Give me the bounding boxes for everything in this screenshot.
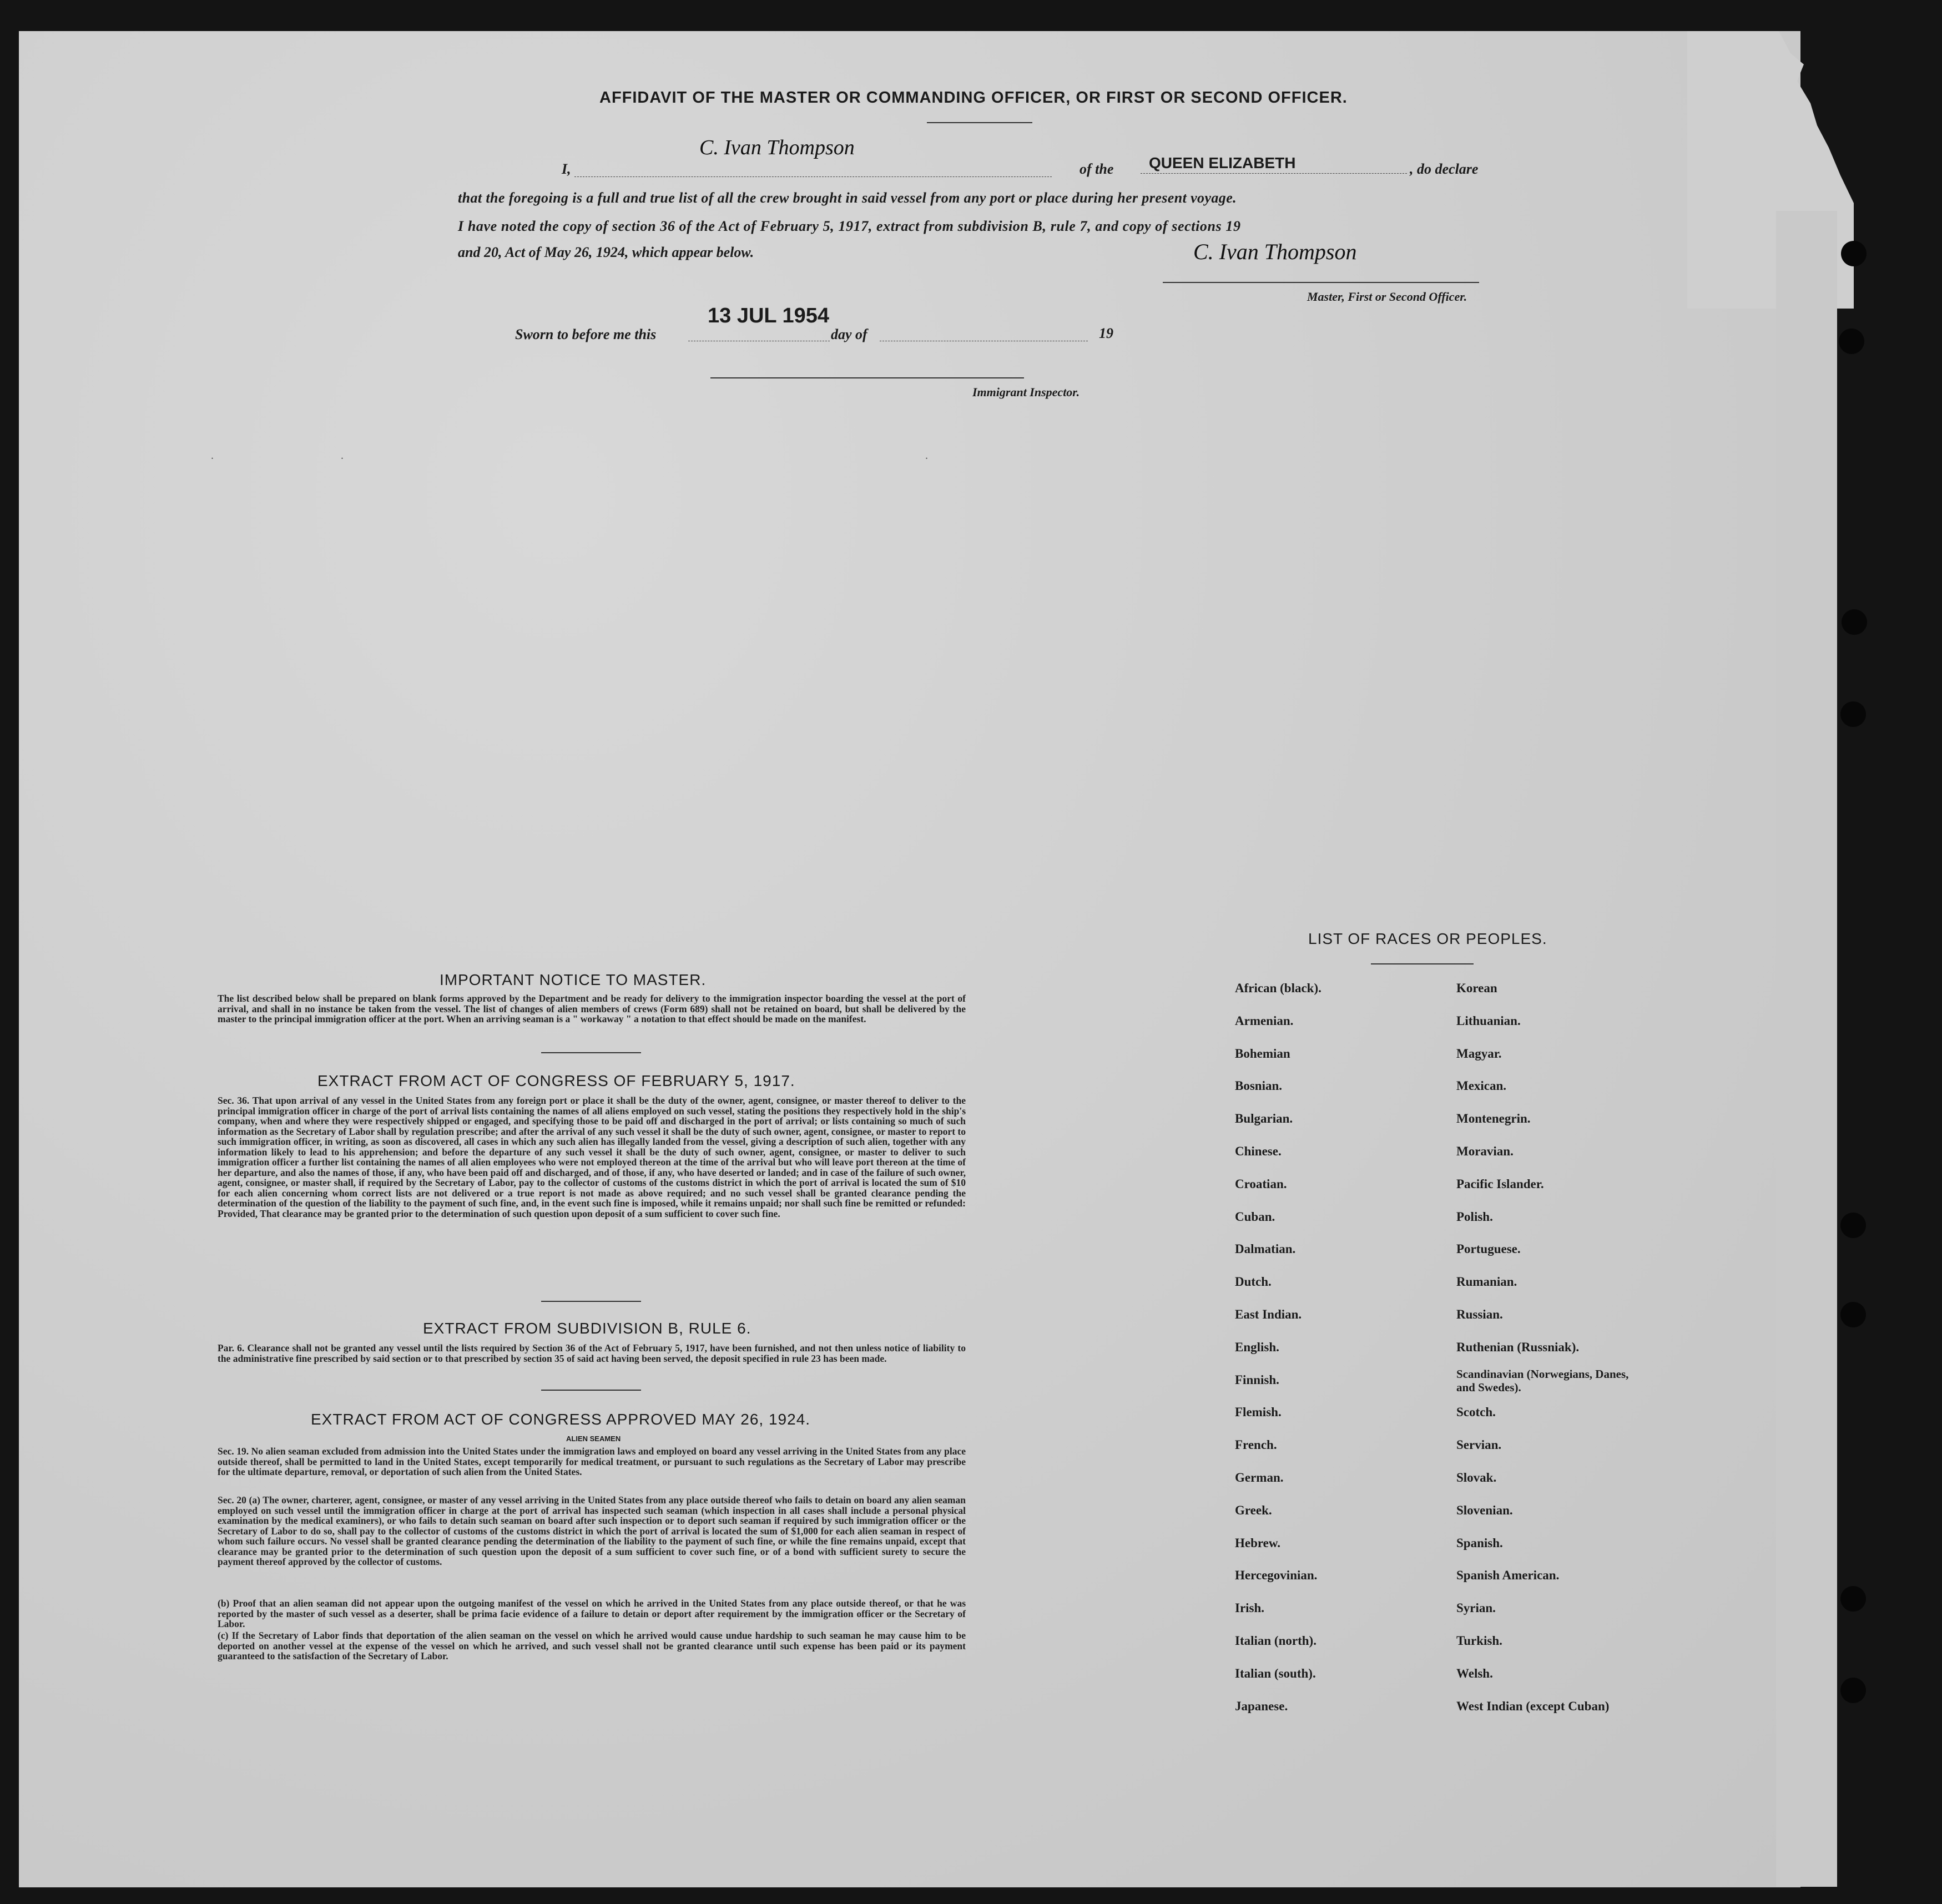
race-item: Ruthenian (Russniak). (1456, 1340, 1580, 1354)
binder-hole (1840, 701, 1866, 727)
affidavit-heading: AFFIDAVIT OF THE MASTER OR COMMANDING OFFICER, OR FIRST OR SECOND OFFICER. (599, 89, 1348, 107)
race-item: Montenegrin. (1456, 1112, 1531, 1126)
extract-1917-heading: EXTRACT FROM ACT OF CONGRESS OF FEBRUARY 5, 1917. (317, 1072, 795, 1089)
race-item: Greek. (1235, 1503, 1272, 1517)
races-heading: LIST OF RACES OR PEOPLES. (1308, 930, 1547, 947)
sworn-label: Sworn to before me this (515, 326, 657, 342)
race-item: Italian (north). (1235, 1634, 1316, 1648)
race-item: Moravian. (1456, 1144, 1514, 1158)
sec19-text: Sec. 19. No alien seaman excluded from admission into the United States under the immigration laws and employed on board any vessel arriving in the United States from any place outside thereof, shall be permitted to land in the United States, except temporarily for medical treatment, or pursuant to such regulations as the Secretary of Labor may prescribe for the ultimate departure, removal, or deportation of such alien from the United States. (218, 1446, 966, 1477)
race-item: Korean (1456, 981, 1497, 995)
affidavit-line2: that the foregoing is a full and true list of all the crew brought in said vessel from any port or place during her present voyage. (458, 190, 1237, 206)
race-item: Syrian. (1456, 1601, 1496, 1615)
race-item: Slovenian. (1456, 1503, 1513, 1517)
binder-hole (1842, 609, 1867, 635)
race-item: Spanish. (1456, 1536, 1503, 1550)
signature-line (1163, 282, 1479, 283)
race-item: East Indian. (1235, 1307, 1302, 1321)
year-prefix: 19 (1099, 325, 1113, 341)
date-stamp: 13 JUL 1954 (708, 304, 830, 327)
races-underline (1371, 963, 1474, 964)
race-item: Portuguese. (1456, 1242, 1521, 1256)
binder-hole (1841, 241, 1867, 266)
race-item: Cuban. (1235, 1209, 1275, 1224)
race-item: Bohemian (1235, 1046, 1290, 1060)
vessel-name: QUEEN ELIZABETH (1149, 154, 1296, 171)
race-item: Spanish American. (1456, 1568, 1560, 1583)
affidavit-of-the: of the (1080, 161, 1114, 177)
race-item: African (black). (1235, 981, 1321, 995)
inspector-line (710, 377, 1024, 378)
day-of-label: day of (831, 326, 867, 342)
race-item: West Indian (except Cuban) (1456, 1699, 1610, 1713)
race-item: German. (1235, 1471, 1284, 1484)
race-item: Hercegovinian. (1235, 1568, 1318, 1583)
race-item: Bosnian. (1235, 1079, 1283, 1093)
master-signature-text: C. Ivan Thompson (699, 136, 855, 159)
notice-text: The list described below shall be prepared on blank forms approved by the Department and be ready for delivery to the immigration inspector boarding the vessel at the port of arrival, and shall in no instance be taken from the vessel. The list of changes of alien members of crews (Form 689) shall not be retained on board, but shall be delivered by the master to the principal immigration officer at the port. When an arriving seaman is a " workaway " a notation to that effect should be made on the manifest. (218, 993, 966, 1024)
affidavit-line3: I have noted the copy of section 36 of the Act of February 5, 1917, extract from subdivision B, rule 7, and copy of sections 19 (458, 218, 1241, 234)
race-item: Chinese. (1235, 1144, 1282, 1158)
signer-caption: Master, First or Second Officer. (1307, 290, 1467, 304)
second-signature: C. Ivan Thompson (1193, 239, 1357, 264)
page-edge-strip (1776, 211, 1837, 1887)
race-item: Japanese. (1235, 1699, 1288, 1713)
race-item: Magyar. (1456, 1046, 1502, 1060)
race-item: Welsh. (1456, 1666, 1493, 1680)
race-item: Hebrew. (1235, 1536, 1280, 1550)
race-item: Dutch. (1235, 1275, 1272, 1289)
race-item: French. (1235, 1438, 1277, 1452)
sec20b-text: (b) Proof that an alien seaman did not appear upon the outgoing manifest of the vessel on which he arrived in the United States from any place outside thereof, or that he was reported by the master of such vessel as a deserter, shall be prima facie evidence of a failure to detain or deport after requirement by the immigration officer or the Secretary of Labor. (218, 1598, 966, 1629)
extract-1924-heading: EXTRACT FROM ACT OF CONGRESS APPROVED MAY 26, 1924. (311, 1411, 811, 1428)
notice-heading: IMPORTANT NOTICE TO MASTER. (440, 971, 707, 988)
inspector-caption: Immigrant Inspector. (972, 385, 1080, 399)
race-item: Polish. (1456, 1209, 1493, 1224)
affidavit-i: I, (562, 161, 571, 177)
race-item: Irish. (1235, 1601, 1265, 1615)
affidavit-declare: , do declare (1410, 161, 1479, 177)
bleed-through-dots: . . . (211, 450, 930, 462)
race-item: Turkish. (1456, 1634, 1502, 1648)
binder-hole (1839, 329, 1864, 354)
race-item: English. (1235, 1340, 1279, 1354)
race-item: Finnish. (1235, 1372, 1279, 1387)
alien-seamen-subheading: ALIEN SEAMEN (566, 1435, 621, 1443)
race-item: Dalmatian. (1235, 1242, 1296, 1256)
race-item: Scotch. (1456, 1405, 1496, 1420)
race-item: Mexican. (1456, 1079, 1507, 1093)
section-divider (541, 1052, 641, 1053)
subdivision-b-heading: EXTRACT FROM SUBDIVISION B, RULE 6. (423, 1320, 751, 1337)
race-item: Croatian. (1235, 1176, 1287, 1191)
binder-hole (1840, 1678, 1866, 1703)
extract-1917-text: Sec. 36. That upon arrival of any vessel in the United States from any foreign port or place it shall be the duty of the owner, agent, consignee, or master thereof to deliver to the principal immigration officer in charge of the port of arrival lists containing the names of all aliens employed on such vessel, stating the positions they respectively hold in the ship's company, when and where they were respectively shipped or engaged, and specifying those to be paid off and discharged in the port of arrival; or lists containing so much of such information as the Secretary of Labor shall by regulation prescribe; and after the arrival of any such vessel it shall be the duty of such owner, agent, consignee, or master to report to such immigration officer, in writing, as soon as discovered, all cases in which any such alien has illegally landed from the vessel, giving a description of such alien, together with any information likely to lead to his apprehension; and before the departure of any such vessel it shall be the duty of such owner, agent, consignee, or master to deliver to such immigration officer a further list containing the names of all alien employees who were not employed thereon at the time of the arrival but who will leave port thereon at the time of her departure, and also the names of those, if any, who have been paid off and discharged, and of those, if any, who have deserted or landed; and in case of the failure of such owner, agent, consignee, or master shall, if required by the Secretary of Labor, pay to the collector of customs of the customs district in which the port of arrival is located the sum of $10 for each alien concerning whom correct lists are not delivered or a true report is not made as above required; and no such vessel shall be granted clearance pending the determination of the question of the liability to the payment of such fine, and, in the event such fine is imposed, while it remains unpaid; nor shall such fine be remitted or refunded: Provided, That clearance may be granted prior to the determination of such question upon deposit of a sum sufficient to cover such fine. (218, 1095, 966, 1219)
race-item: Pacific Islander. (1456, 1176, 1544, 1191)
binder-hole (1840, 1302, 1866, 1327)
subdivision-b-text: Par. 6. Clearance shall not be granted any vessel until the lists required by Section 36 of the Act of February 5, 1917, have been furnished, and not then unless notice of liability to the administrative fine prescribed by said section or to that prescribed by section 35 of said act having been served, the deposit specified in rule 23 has been made. (218, 1342, 966, 1364)
race-item: Italian (south). (1235, 1666, 1316, 1680)
section-divider (541, 1301, 641, 1302)
sec20c-text: (c) If the Secretary of Labor finds that deportation of the alien seaman on the vessel on which he arrived would cause undue hardship to such seaman he may cause him to be deported on another vessel at the expense of the vessel on which he arrived, and such vessel shall not be granted clearance until such expense has been paid or its payment guaranteed to the satisfaction of the Secretary of Labor. (218, 1630, 966, 1661)
heading-underline (927, 122, 1032, 123)
section-divider (541, 1390, 641, 1391)
race-item: Servian. (1456, 1438, 1502, 1452)
binder-hole (1840, 1213, 1866, 1238)
race-item: Rumanian. (1456, 1275, 1517, 1289)
race-item: Scandinavian (Norwegians, Danes, and Swedes). (1456, 1367, 1629, 1394)
sec20a-text: Sec. 20 (a) The owner, charterer, agent, consignee, or master of any vessel arriving in the United States from any place outside thereof who fails to detain on board any alien seaman employed on such vessel until the immigration officer in charge at the port of arrival has inspected such seaman (which inspection in all cases shall include a personal physical examination by the medical examiners), or who fails to detain such seaman on board after such inspection or to deport such seaman if required by such immigration officer or the Secretary of Labor to do so, shall pay to the collector of customs of the customs district in which the port of arrival is located the sum of $1,000 for each alien seaman in respect of whom such failure occurs. No vessel shall be granted clearance pending the determination of the liability to the payment of such fine, or while the fine remains unpaid, except that clearance may be granted prior to the determination of such question upon the deposit of a sum sufficient to cover such fine, or of a bond with sufficient surety to secure the payment thereof approved by the collector of customs. (218, 1494, 966, 1567)
race-item: Flemish. (1235, 1405, 1282, 1420)
affidavit-line4: and 20, Act of May 26, 1924, which appear below. (458, 244, 754, 260)
race-item: Armenian. (1235, 1013, 1294, 1028)
race-item: Russian. (1456, 1307, 1503, 1321)
race-item: Lithuanian. (1456, 1013, 1521, 1028)
bleed-through-stamp (1665, 918, 1709, 932)
vessel-name-line (1141, 173, 1407, 174)
binder-hole (1840, 1586, 1866, 1612)
race-item: Bulgarian. (1235, 1112, 1293, 1126)
master-name-line (574, 176, 1052, 177)
race-item: Slovak. (1456, 1471, 1497, 1484)
